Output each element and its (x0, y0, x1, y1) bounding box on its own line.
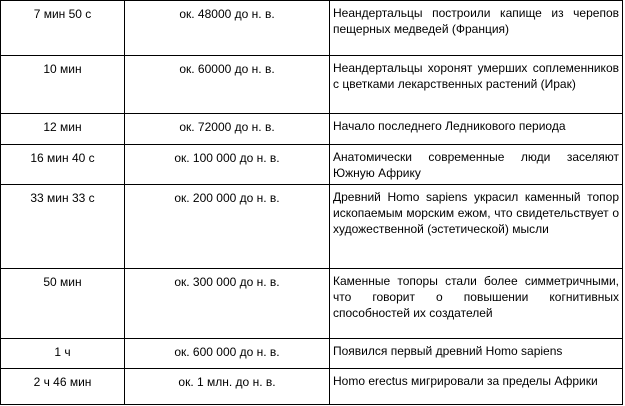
event-cell: Неандертальцы построили капище из черепов пещерных медведей (Франция) (330, 1, 623, 56)
time-cell: 50 мин (1, 269, 125, 339)
date-cell: ок. 48000 до н. в. (125, 1, 330, 56)
event-cell: Появился первый древний Homo sapiens (330, 339, 623, 369)
event-cell: Неандертальцы хоронят умерших соплеменников с цветками лекарственных растений (Ирак) (330, 56, 623, 114)
event-cell: Каменные топоры стали более симметричными, что говорит о повышении когнитивных способностей их создателей (330, 269, 623, 339)
table-row (1, 56, 623, 114)
date-cell: ок. 600 000 до н. в. (125, 339, 330, 369)
table-row (1, 185, 623, 269)
event-cell: Анатомически современные люди заселяют Южную Африку (330, 145, 623, 185)
table-row (1, 269, 623, 339)
table-row (1, 1, 623, 56)
event-cell: Древний Homo sapiens украсил каменный топор ископаемым морским ежом, что свидетельствует о художественной (эстетической) мысли (330, 185, 623, 269)
date-cell: ок. 100 000 до н. в. (125, 145, 330, 185)
date-cell: ок. 72000 до н. в. (125, 114, 330, 145)
date-cell: ок. 60000 до н. в. (125, 56, 330, 114)
table-row (1, 369, 623, 405)
table-row (1, 339, 623, 369)
date-cell: ок. 200 000 до н. в. (125, 185, 330, 269)
time-cell: 2 ч 46 мин (1, 369, 125, 405)
date-cell: ок. 1 млн. до н. в. (125, 369, 330, 405)
event-cell: Homo erectus мигрировали за пределы Африки (330, 369, 623, 405)
time-cell: 16 мин 40 с (1, 145, 125, 185)
time-cell: 1 ч (1, 339, 125, 369)
time-cell: 10 мин (1, 56, 125, 114)
table-row (1, 114, 623, 145)
table-row (1, 145, 623, 185)
date-cell: ок. 300 000 до н. в. (125, 269, 330, 339)
time-cell: 33 мин 33 с (1, 185, 125, 269)
event-cell: Начало последнего Ледникового периода (330, 114, 623, 145)
time-cell: 7 мин 50 с (1, 1, 125, 56)
time-cell: 12 мин (1, 114, 125, 145)
